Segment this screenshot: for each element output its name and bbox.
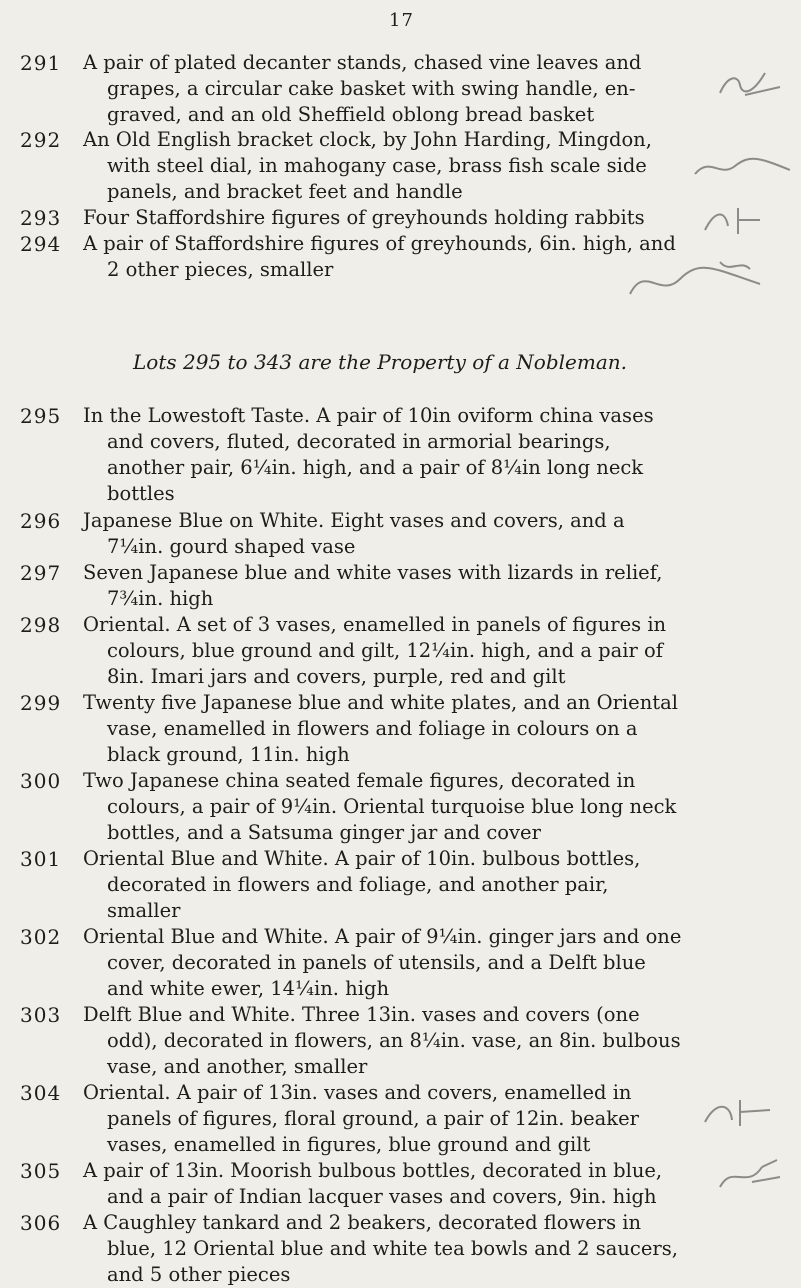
lot-line: In the Lowestoft Taste. A pair of 10in oviform china vases (83, 404, 654, 427)
lot-number: 301 (20, 847, 62, 871)
lot-description (83, 612, 703, 690)
lot-line: panels of figures, floral ground, a pair of 12in. beaker (107, 1107, 639, 1130)
lot-line: odd), decorated in flowers, an 8¼in. vase, an 8in. bulbous (107, 1029, 681, 1052)
lot-number: 294 (20, 232, 62, 256)
lot-line: decorated in flowers and foliage, and another pair, (107, 873, 609, 896)
lot-line: blue, 12 Oriental blue and white tea bowls and 2 saucers, (107, 1237, 678, 1260)
lot-number: 291 (20, 51, 62, 75)
lot-description (83, 846, 703, 924)
handwritten-price-annotation (710, 55, 790, 105)
lot-line: A pair of Staffordshire figures of greyhounds, 6in. high, and (83, 232, 676, 255)
lot-description (83, 1158, 703, 1210)
lot-line: Twenty five Japanese blue and white plates, and an Oriental (83, 691, 678, 714)
lot-line: graved, and an old Sheffield oblong bread basket (107, 103, 595, 126)
lot-description (83, 205, 703, 231)
lot-number: 306 (20, 1211, 62, 1235)
lot-description (83, 924, 703, 1002)
handwritten-price-annotation (712, 1152, 787, 1197)
lot-description (83, 127, 703, 205)
lot-line: Japanese Blue on White. Eight vases and covers, and a (83, 509, 625, 532)
lot-line: Oriental. A pair of 13in. vases and covers, enamelled in (83, 1081, 632, 1104)
lot-line: Four Staffordshire figures of greyhounds holding rabbits (83, 206, 645, 229)
lot-line: A pair of plated decanter stands, chased vine leaves and (83, 51, 642, 74)
lot-line: 7¾in. high (107, 587, 214, 610)
lot-line: Oriental Blue and White. A pair of 9¼in. ginger jars and one (83, 925, 682, 948)
lot-line: with steel dial, in mahogany case, brass fish scale side (107, 154, 647, 177)
lot-line: A pair of 13in. Moorish bulbous bottles, decorated in blue, (83, 1159, 663, 1182)
lot-line: grapes, a circular cake basket with swing handle, en- (107, 77, 636, 100)
lot-line: Oriental. A set of 3 vases, enamelled in panels of figures in (83, 613, 667, 636)
lot-line: another pair, 6¼in. high, and a pair of 8¼in long neck (107, 456, 644, 479)
lot-number: 293 (20, 206, 62, 230)
page-number: 17 (389, 10, 414, 31)
lot-description (83, 768, 703, 846)
lot-description (83, 1080, 703, 1158)
lot-line: vase, and another, smaller (107, 1055, 368, 1078)
handwritten-price-annotation (700, 200, 770, 240)
lot-number: 303 (20, 1003, 62, 1027)
lot-line: bottles (107, 482, 175, 505)
lot-line: 8in. Imari jars and covers, purple, red and gilt (107, 665, 566, 688)
lot-line: Two Japanese china seated female figures, decorated in (83, 769, 636, 792)
lot-description (83, 403, 703, 507)
lot-line: bottles, and a Satsuma ginger jar and cover (107, 821, 541, 844)
handwritten-price-annotation (700, 1092, 780, 1132)
lot-line: colours, a pair of 9¼in. Oriental turquoise blue long neck (107, 795, 677, 818)
lot-description (83, 1002, 703, 1080)
lot-line: cover, decorated in panels of utensils, and a Delft blue (107, 951, 646, 974)
lot-description (83, 690, 703, 768)
handwritten-price-annotation (690, 148, 795, 188)
lot-number: 295 (20, 404, 62, 428)
lot-description (83, 560, 703, 612)
lot-line: 2 other pieces, smaller (107, 258, 334, 281)
section-heading: Lots 295 to 343 are the Property of a Nobleman. (133, 350, 628, 374)
lot-number: 305 (20, 1159, 62, 1183)
lot-line: 7¼in. gourd shaped vase (107, 535, 356, 558)
lot-number: 296 (20, 509, 62, 533)
lot-number: 292 (20, 128, 62, 152)
lot-line: vases, enamelled in figures, blue ground and gilt (107, 1133, 591, 1156)
lot-number: 302 (20, 925, 62, 949)
lot-line: Oriental Blue and White. A pair of 10in. bulbous bottles, (83, 847, 641, 870)
lot-description (83, 50, 703, 128)
lot-number: 304 (20, 1081, 62, 1105)
lot-line: smaller (107, 899, 181, 922)
lot-line: black ground, 11in. high (107, 743, 350, 766)
lot-line: and 5 other pieces (107, 1263, 291, 1286)
lot-number: 300 (20, 769, 62, 793)
lot-number: 297 (20, 561, 62, 585)
lot-line: A Caughley tankard and 2 beakers, decorated flowers in (83, 1211, 642, 1234)
lot-line: and white ewer, 14¼in. high (107, 977, 390, 1000)
lot-line: Delft Blue and White. Three 13in. vases and covers (one (83, 1003, 640, 1026)
lot-line: and covers, fluted, decorated in armorial bearings, (107, 430, 611, 453)
lot-line: An Old English bracket clock, by John Harding, Mingdon, (83, 128, 652, 151)
lot-line: colours, blue ground and gilt, 12¼in. high, and a pair of (107, 639, 663, 662)
lot-number: 298 (20, 613, 62, 637)
lot-description (83, 1210, 703, 1288)
lot-number: 299 (20, 691, 62, 715)
lot-description (83, 231, 703, 283)
lot-line: panels, and bracket feet and handle (107, 180, 463, 203)
lot-line: Seven Japanese blue and white vases with lizards in relief, (83, 561, 663, 584)
lot-line: and a pair of Indian lacquer vases and covers, 9in. high (107, 1185, 657, 1208)
lot-line: vase, enamelled in flowers and foliage in colours on a (107, 717, 638, 740)
lot-description (83, 508, 703, 560)
